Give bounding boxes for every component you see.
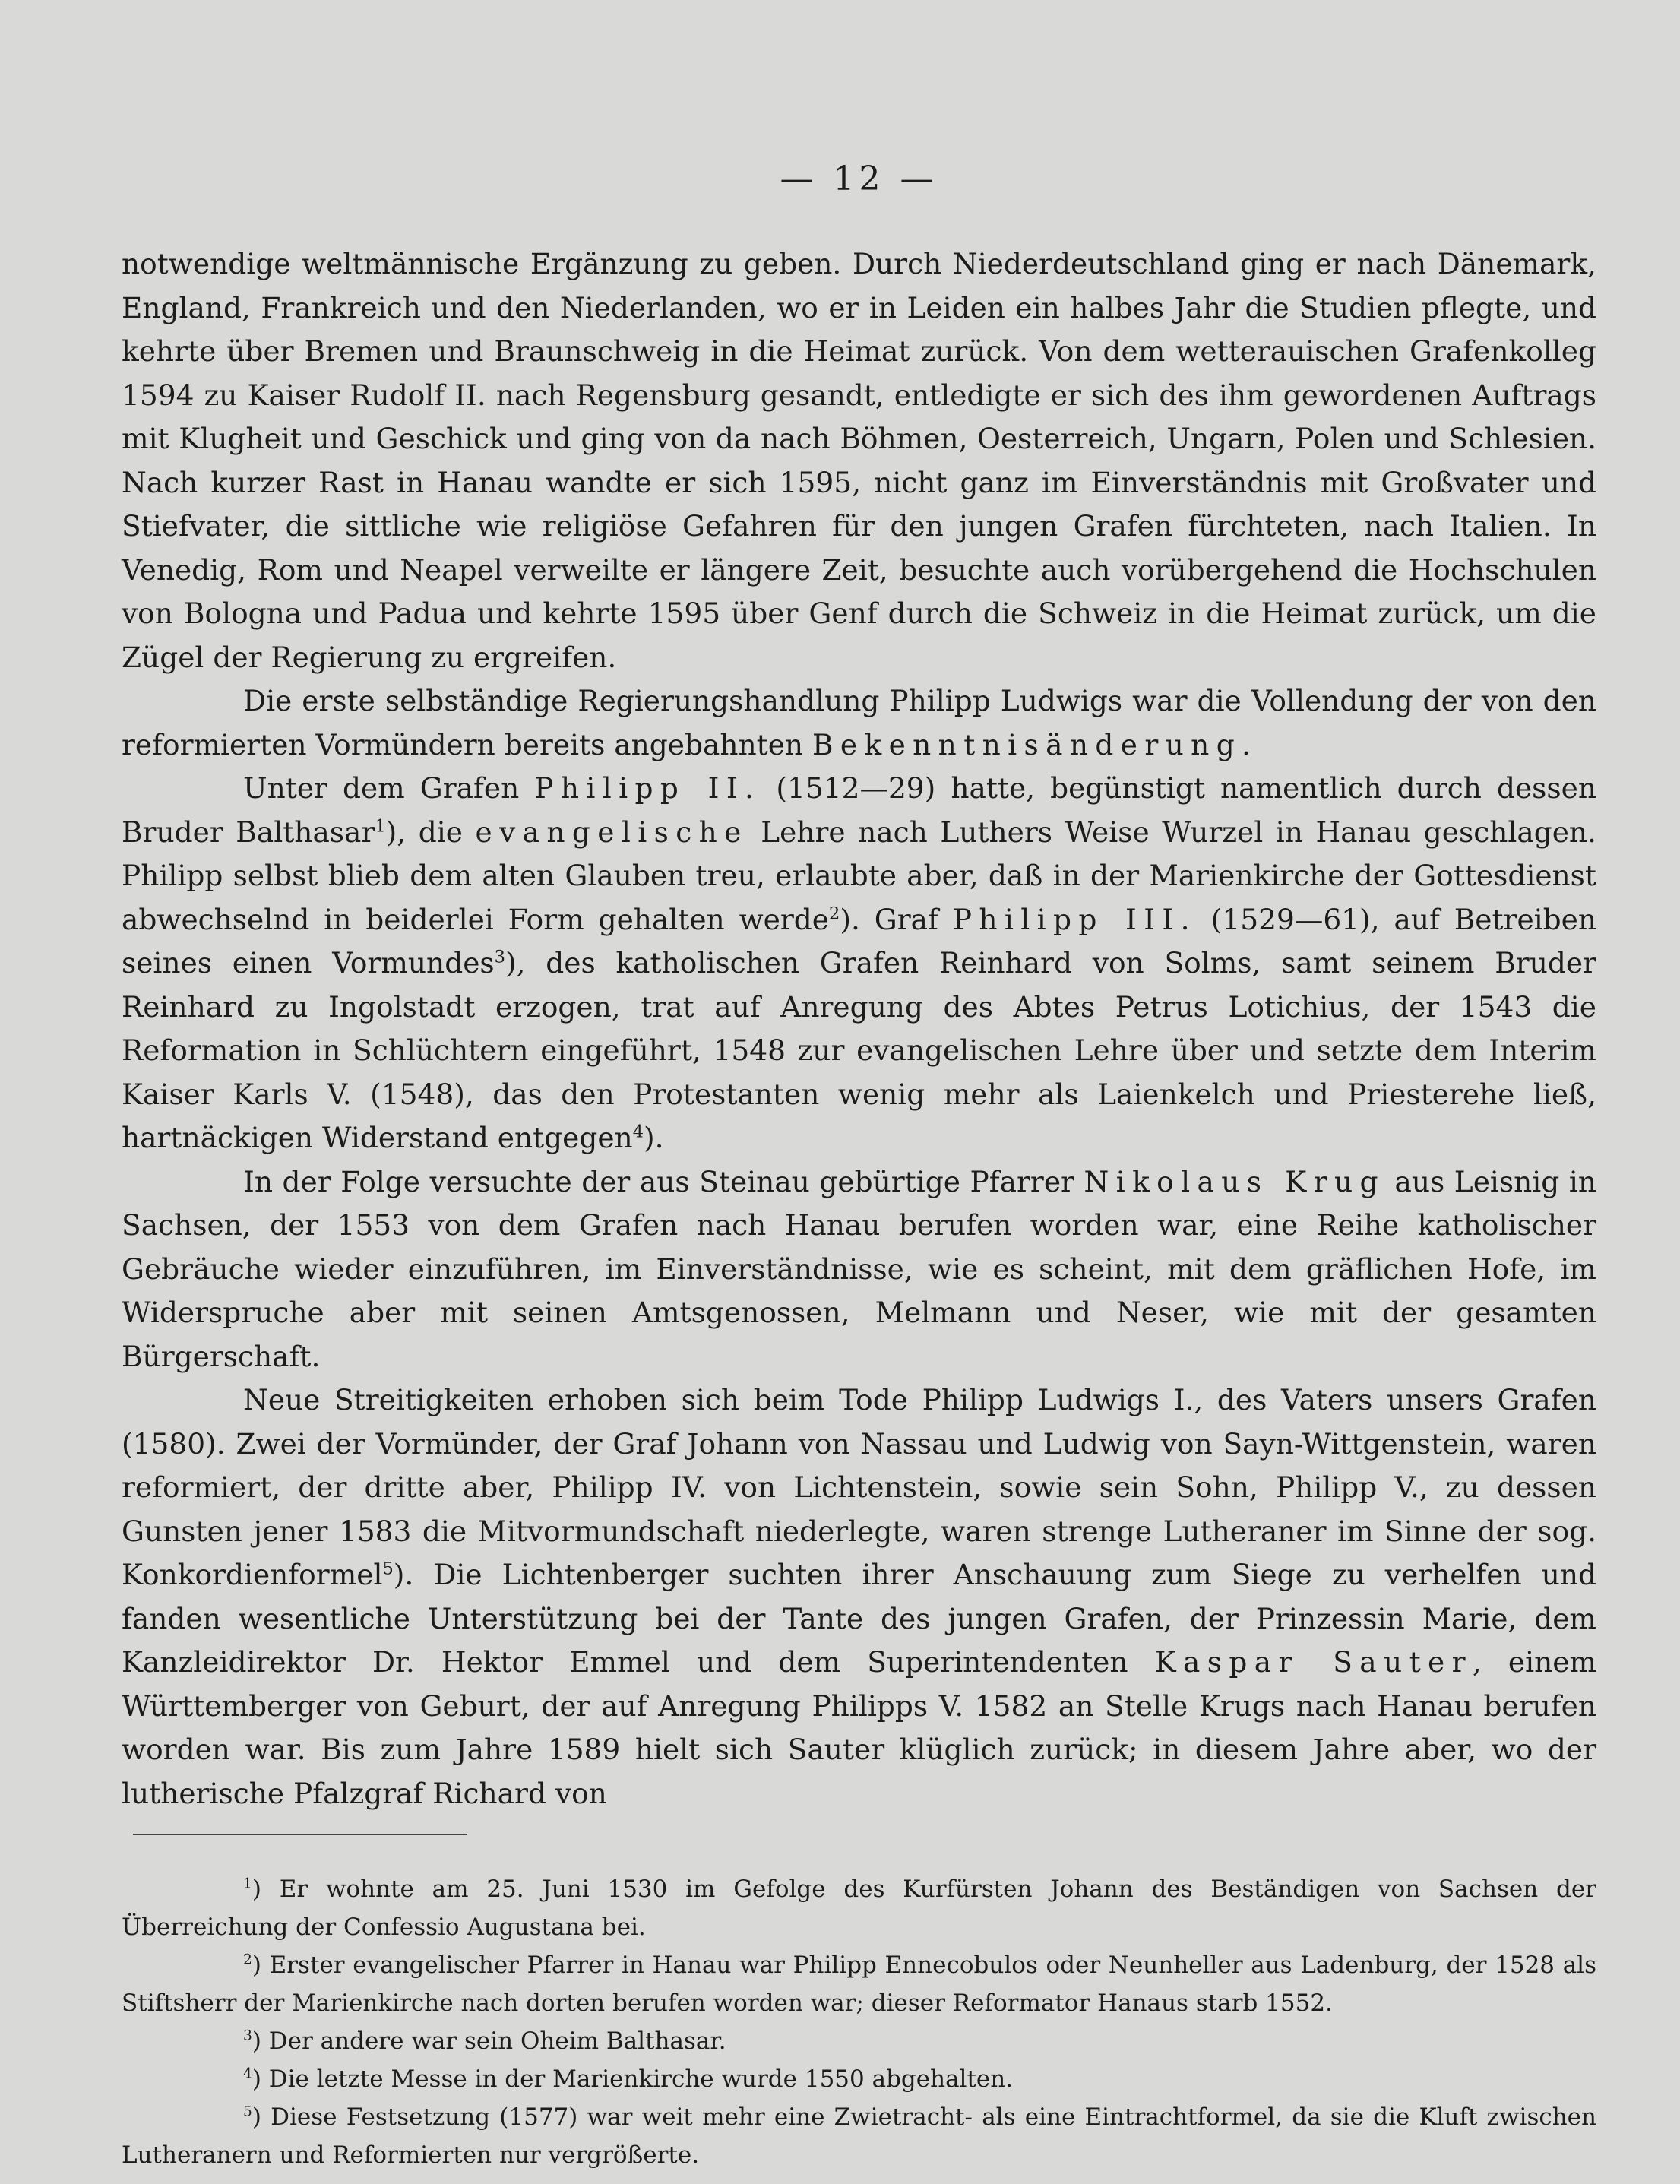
paragraph — [122, 1160, 1596, 1379]
spaced-term: Philipp II. — [534, 771, 761, 805]
footnote-ref: 5 — [382, 1559, 394, 1579]
footnote-mark: 5 — [243, 2103, 252, 2120]
text-run: ). — [644, 1121, 664, 1154]
footnote-mark: 1 — [243, 1875, 252, 1892]
footnote-ref: 2 — [828, 904, 840, 923]
footnote-mark: 4 — [243, 2065, 252, 2082]
text-run: Lehre nach Luthers Weise Wurzel in Hanau geschlagen. Philipp selbst blieb dem alten Glauben treu, erlaubte aber, daß in der Marienkirche der Gottesdienst abwechselnd in beiderlei Form gehalten werde — [122, 815, 1596, 936]
footnote-mark: 2 — [243, 1951, 252, 1968]
spaced-term: Philipp III. — [952, 902, 1197, 936]
page-number: — 12 — — [780, 160, 938, 198]
footnote-ref: 4 — [632, 1122, 644, 1142]
text-run: , einem Württemberger von Geburt, der auf Anregung Philipps V. 1582 an Stelle Krugs nach Hanau berufen worden war. Bis zum Jahre 1589 hielt sich Sauter klüglich zurück; in diesem Jahre aber, wo der lutherische Pfalzgraf Richard von — [122, 1645, 1597, 1810]
paragraph — [122, 679, 1596, 767]
footnote-ref: 1 — [375, 816, 386, 836]
paragraph — [122, 767, 1596, 1160]
footnote-text: ) Diese Festsetzung (1577) war weit mehr eine Zwietracht- als eine Eintrachtformel, da sie die Kluft zwischen Lutheranern und Reformierten nur vergrößerte. — [122, 2103, 1596, 2169]
text-run: ). Die Lichtenberger suchten ihrer Anschauung zum Siege zu verhelfen und fanden wesentliche Unterstützung bei der Tante des jungen Grafen, der Prinzessin Marie, dem Kanzleidirektor Dr. Hektor Emmel und dem Superintendenten — [122, 1558, 1596, 1679]
footnote — [122, 1870, 1596, 1946]
spaced-term: Nikolaus Krug — [1084, 1164, 1385, 1198]
text-run: Neue Streitigkeiten erhoben sich beim Tode Philipp Ludwigs I., des Vaters unsers Grafen (1580). Zwei der Vormünder, der Graf Johann von Nassau und Ludwig von Sayn-Wittgenstein, waren reformiert, der dritte aber, Philipp IV. von Lichtenstein, sowie sein Sohn, Philipp V., zu dessen Gunsten jener 1583 die Mitvormundschaft niederlegte, waren strenge Lutheraner im Sinne der sog. Konkordienformel — [122, 1383, 1596, 1591]
body-text — [122, 242, 1596, 1815]
footnote-text: ) Erster evangelischer Pfarrer in Hanau war Philipp Ennecobulos oder Neunheller aus Ladenburg, der 1528 als Stiftsherr der Marienkirche nach dorten berufen worden war; dieser Reformator Hanaus starb 1552. — [122, 1951, 1596, 2017]
text-run: aus Leisnig in Sachsen, der 1553 von dem Grafen nach Hanau berufen worden war, eine Reihe katholischer Gebräuche wieder einzuführen, im Einverständnisse, wie es scheint, mit dem gräflichen Hofe, im Widerspruche aber mit seinen Amtsgenossen, Melmann und Neser, wie mit der gesamten Bürgerschaft. — [122, 1164, 1597, 1373]
text-run: Die erste selbständige Regierungshandlung Philipp Ludwigs war die Vollendung der von den reformierten Vormündern bereits angebahnten — [122, 684, 1596, 761]
text-run: ). Graf — [840, 902, 953, 936]
footnote-divider — [133, 1834, 467, 1835]
paragraph — [122, 1378, 1596, 1815]
text-run: (1512—29) hatte, begünstigt namentlich durch dessen Bruder Balthasar — [122, 771, 1596, 849]
footnote-mark: 3 — [243, 2027, 252, 2044]
spaced-term: evangelische — [475, 815, 748, 849]
footnote — [122, 2098, 1596, 2174]
footnote — [122, 2022, 1596, 2060]
text-run: ), die — [385, 815, 476, 849]
footnote — [122, 1946, 1596, 2022]
footnote-text: ) Er wohnte am 25. Juni 1530 im Gefolge des Kurfürsten Johann des Beständigen von Sachsen der Überreichung der Confessio Augustana bei. — [122, 1875, 1596, 1941]
spaced-term: Kaspar Sauter — [1154, 1645, 1473, 1679]
text-run: (1529—61), auf Betreiben seines einen Vormundes — [122, 902, 1597, 980]
paragraph: notwendige weltmännische Ergänzung zu geben. Durch Niederdeutschland ging er nach Dänemark, England, Frankreich und den Niederlanden, wo er in Leiden ein halbes Jahr die Studien pflegte, und kehrte über Bremen und Braunschweig in die Heimat zurück. Von dem wetterauischen Grafenkolleg 1594 zu Kaiser Rudolf II. nach Regensburg gesandt, entledigte er sich des ihm gewordenen Auftrags mit Klugheit und Geschick und ging von da nach Böhmen, Oesterreich, Ungarn, Polen und Schlesien. Nach kurzer Rast in Hanau wandte er sich 1595, nicht ganz im Einverständnis mit Großvater und Stiefvater, die sittliche wie religiöse Gefahren für den jungen Grafen fürchteten, nach Italien. In Venedig, Rom und Neapel verweilte er längere Zeit, besuchte auch vorübergehend die Hochschulen von Bologna und Padua und kehrte 1595 über Genf durch die Schweiz in die Heimat zurück, um die Zügel der Regierung zu ergreifen. — [122, 247, 1596, 674]
footnote-text: ) Der andere war sein Oheim Balthasar. — [252, 2027, 726, 2055]
spaced-term: Bekenntnisänderung — [812, 727, 1242, 761]
text-run: . — [1242, 727, 1251, 761]
footnotes — [122, 1870, 1596, 2174]
footnote — [122, 2060, 1596, 2098]
footnote-text: ) Die letzte Messe in der Marienkirche wurde 1550 abgehalten. — [252, 2065, 1014, 2093]
text-run: ), des katholischen Grafen Reinhard von Solms, samt seinem Bruder Reinhard zu Ingolstadt erzogen, trat auf Anregung des Abtes Petrus Lotichius, der 1543 die Reformation in Schlüchtern eingeführt, 1548 zur evangelischen Lehre über und setzte dem Interim Kaiser Karls V. (1548), das den Protestanten wenig mehr als Laienkelch und Priesterehe ließ, hartnäckigen Widerstand entgegen — [122, 946, 1596, 1154]
footnote-ref: 3 — [494, 947, 505, 967]
text-run: In der Folge versuchte der aus Steinau gebürtige Pfarrer — [243, 1164, 1084, 1198]
text-run: Unter dem Grafen — [243, 771, 535, 805]
